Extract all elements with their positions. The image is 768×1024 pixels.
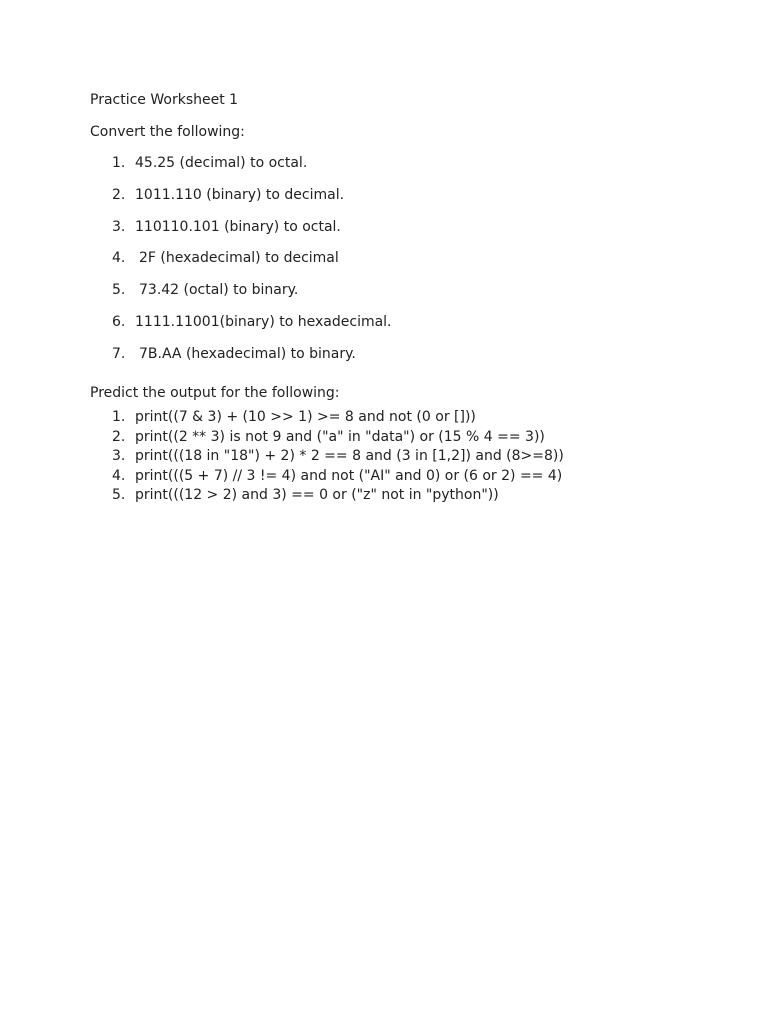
item-number: 7.: [112, 345, 126, 362]
item-text: 110110.101 (binary) to octal.: [135, 218, 341, 235]
item-number: 1.: [112, 409, 126, 425]
item-text: 45.25 (decimal) to octal.: [135, 155, 308, 171]
item-number: 3.: [112, 448, 126, 464]
item-text: print(((18 in "18") + 2) * 2 == 8 and (3 in [1,2]) and (8>=8)): [135, 448, 564, 464]
item-number: 6.: [112, 313, 126, 330]
item-text: print((2 ** 3) is not 9 and ("a" in "data") or (15 % 4 == 3)): [135, 428, 545, 445]
item-text: print(((5 + 7) // 3 != 4) and not ("AI" and 0) or (6 or 2) == 4): [135, 467, 563, 484]
predict-heading: Predict the output for the following:: [90, 385, 340, 401]
item-number: 5.: [112, 487, 126, 503]
item-number: 2.: [112, 186, 126, 203]
item-number: 4.: [112, 467, 126, 484]
item-text: 2F (hexadecimal) to decimal: [139, 250, 339, 267]
worksheet-title: Practice Worksheet 1: [90, 92, 239, 108]
item-text: 7B.AA (hexadecimal) to binary.: [139, 345, 356, 362]
item-text: 73.42 (octal) to binary.: [139, 282, 299, 299]
item-number: 4.: [112, 250, 126, 267]
item-number: 5.: [112, 282, 126, 299]
item-number: 3.: [112, 218, 126, 235]
item-text: 1011.110 (binary) to decimal.: [135, 186, 345, 203]
item-number: 2.: [112, 428, 126, 445]
item-text: 1111.11001(binary) to hexadecimal.: [135, 313, 392, 330]
item-number: 1.: [112, 155, 126, 171]
item-text: print(((12 > 2) and 3) == 0 or ("z" not in "python")): [135, 487, 499, 503]
item-text: print((7 & 3) + (10 >> 1) >= 8 and not (0 or [])): [135, 409, 476, 425]
convert-heading: Convert the following:: [90, 124, 245, 140]
